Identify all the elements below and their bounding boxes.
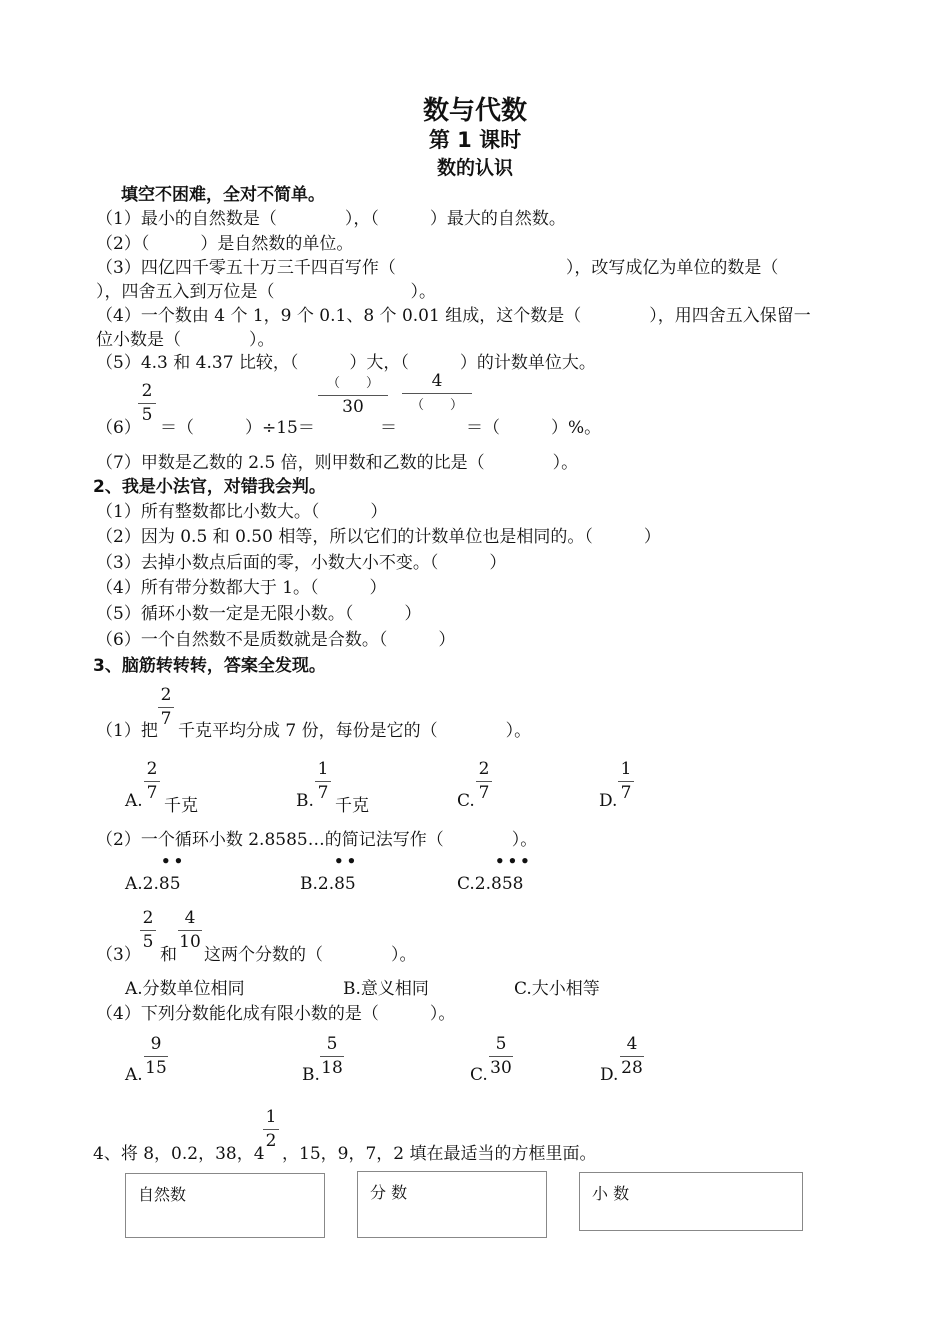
denominator: 18 xyxy=(321,1058,343,1078)
s3-q2: （2）一个循环小数 2.8585…的简记法写作（ ）。 xyxy=(96,830,538,850)
s1-q2: （2）（ ）是自然数的单位。 xyxy=(96,234,354,254)
natural-number-box[interactable] xyxy=(125,1173,325,1238)
box-label: 自然数 xyxy=(138,1185,187,1204)
fraction-bar xyxy=(158,707,174,708)
denominator: （ ） xyxy=(410,398,463,413)
fraction-box[interactable] xyxy=(357,1171,547,1238)
numerator: 5 xyxy=(326,1034,338,1054)
denominator: 7 xyxy=(620,783,632,803)
s2-item-1: （1）所有整数都比小数大。（ ） xyxy=(96,502,388,522)
s1-q3-line1: （3）四亿四千零五十万三千四百写作（ ），改写成亿为单位的数是（ xyxy=(96,258,779,278)
s4-prefix: 4、将 8，0.2，38，4 xyxy=(93,1144,265,1164)
denominator: 5 xyxy=(141,405,153,425)
s2-item-3: （3）去掉小数点后面的零，小数大小不变。（ ） xyxy=(96,553,507,573)
s1-q6-fraction-2 xyxy=(318,374,388,417)
fraction-bar xyxy=(620,1056,644,1057)
denominator: 15 xyxy=(145,1058,167,1078)
denominator: 7 xyxy=(478,783,490,803)
s3-q1-option-b-letter: B. xyxy=(296,791,314,811)
numerator: （ ） xyxy=(326,376,379,391)
numerator: 1 xyxy=(265,1107,277,1127)
s3-q4-option-c-letter: C. xyxy=(470,1065,488,1085)
denominator: 28 xyxy=(621,1058,643,1078)
s3-q4-option-d-letter: D. xyxy=(600,1065,619,1085)
fraction-bar xyxy=(144,781,160,782)
s3-q4-option-d-fraction xyxy=(620,1035,644,1078)
s3-q1-option-c-letter: C. xyxy=(457,791,475,811)
s1-q1: （1）最小的自然数是（ ），（ ）最大的自然数。 xyxy=(96,209,566,229)
numerator: 1 xyxy=(620,759,632,779)
s1-q7: （7）甲数是乙数的 2.5 倍，则甲数和乙数的比是（ ）。 xyxy=(96,453,579,473)
numerator: 2 xyxy=(141,381,153,401)
denominator: 2 xyxy=(265,1131,277,1151)
s3-q1-option-a-letter: A. xyxy=(125,791,143,811)
s3-q1-option-b-unit: 千克 xyxy=(335,796,369,816)
section-3-heading: 3、脑筋转转转，答案全发现。 xyxy=(93,656,326,676)
s3-q1-fraction xyxy=(158,686,174,729)
denominator: 10 xyxy=(179,932,201,952)
s3-q4-option-b-fraction xyxy=(320,1035,344,1078)
denominator: 5 xyxy=(142,932,154,952)
s2-item-6: （6）一个自然数不是质数就是合数。（ ） xyxy=(96,630,456,650)
s3-q2-option-c: C.2.858 xyxy=(457,874,524,894)
denominator: 30 xyxy=(342,397,364,417)
section-2-heading: 2、我是小法官，对错我会判。 xyxy=(93,477,326,497)
s3-q3-and: 和 xyxy=(160,945,177,965)
s3-q4-option-a-letter: A. xyxy=(125,1065,143,1085)
denominator: 30 xyxy=(490,1058,512,1078)
s3-q3-prefix: （3） xyxy=(96,945,141,965)
fraction-bar xyxy=(489,1056,513,1057)
fraction-bar xyxy=(144,1056,168,1057)
s3-q3-suffix: 这两个分数的（ ）。 xyxy=(204,945,417,965)
s3-q1-option-c-fraction xyxy=(476,760,492,803)
s3-q2-option-b: B.2.85 xyxy=(300,874,356,894)
s3-q1-suffix: 千克平均分成 7 份，每份是它的（ ）。 xyxy=(178,721,532,741)
s3-q1-option-d-fraction xyxy=(618,760,634,803)
lesson-title: 第 1 课时 xyxy=(428,128,522,152)
fraction-bar xyxy=(140,930,156,931)
numerator: 4 xyxy=(184,908,196,928)
numerator: 2 xyxy=(478,759,490,779)
s3-q2-option-a: A.2.85 xyxy=(125,874,181,894)
numerator: 2 xyxy=(142,908,154,928)
fraction-bar xyxy=(263,1129,279,1130)
numerator: 2 xyxy=(146,759,158,779)
s1-q6-label: （6） xyxy=(96,418,141,438)
s3-q3-fraction-1 xyxy=(140,909,156,952)
s3-q1-prefix: （1）把 xyxy=(96,721,158,741)
box-label: 小 数 xyxy=(592,1184,630,1203)
s2-item-4: （4）所有带分数都大于 1。（ ） xyxy=(96,578,387,598)
s1-q6-fraction-1 xyxy=(138,382,156,425)
numerator: 4 xyxy=(431,371,443,391)
fraction-bar xyxy=(618,781,634,782)
fraction-bar xyxy=(318,395,388,396)
s4-mixed-fraction xyxy=(263,1108,279,1151)
fraction-bar xyxy=(476,781,492,782)
numerator: 1 xyxy=(317,759,329,779)
s3-q1-option-d-letter: D. xyxy=(599,791,618,811)
repeating-dots: •• xyxy=(161,852,187,870)
s3-q1-option-b-fraction xyxy=(315,760,331,803)
s3-q3-fraction-2 xyxy=(178,909,202,952)
s1-q4-line1: （4）一个数由 4 个 1，9 个 0.1、8 个 0.01 组成，这个数是（ ），用四舍五入保留一 xyxy=(96,306,811,326)
numerator: 4 xyxy=(626,1034,638,1054)
box-label: 分 数 xyxy=(370,1183,408,1202)
s3-q4-option-b-letter: B. xyxy=(302,1065,320,1085)
s3-q3-option-b: B.意义相同 xyxy=(343,979,429,999)
fraction-bar xyxy=(138,403,156,404)
denominator: 7 xyxy=(317,783,329,803)
s3-q3-option-a: A.分数单位相同 xyxy=(125,979,245,999)
numerator: 5 xyxy=(495,1034,507,1054)
page-title: 数与代数 xyxy=(422,96,527,126)
s3-q1-option-a-unit: 千克 xyxy=(164,796,198,816)
s1-q6-end: ＝（ ）%。 xyxy=(466,418,602,438)
fraction-bar xyxy=(320,1056,344,1057)
s1-q6-equals: ＝ xyxy=(380,418,397,438)
repeating-dots: ••• xyxy=(495,852,533,870)
denominator: 7 xyxy=(146,783,158,803)
fraction-bar xyxy=(178,930,202,931)
decimal-box[interactable] xyxy=(579,1172,803,1231)
s3-q1-option-a-fraction xyxy=(144,760,160,803)
s1-q3-line2: ），四舍五入到万位是（ ）。 xyxy=(96,282,436,302)
s3-q4: （4）下列分数能化成有限小数的是（ ）。 xyxy=(96,1004,456,1024)
s1-q4-line2: 位小数是（ ）。 xyxy=(96,330,275,350)
s1-q6-middle: ＝（ ）÷15＝ xyxy=(160,418,315,438)
numerator: 9 xyxy=(150,1034,162,1054)
s2-item-5: （5）循环小数一定是无限小数。（ ） xyxy=(96,604,422,624)
numerator: 2 xyxy=(160,685,172,705)
topic-title: 数的认识 xyxy=(436,157,513,179)
fraction-bar xyxy=(402,393,472,394)
s1-q6-fraction-3 xyxy=(402,372,472,415)
s3-q4-option-a-fraction xyxy=(144,1035,168,1078)
denominator: 7 xyxy=(160,709,172,729)
s2-item-2: （2）因为 0.5 和 0.50 相等，所以它们的计数单位也是相同的。（ ） xyxy=(96,527,661,547)
fraction-bar xyxy=(315,781,331,782)
repeating-dots: •• xyxy=(334,852,360,870)
s1-q5: （5）4.3 和 4.37 比较，（ ）大，（ ）的计数单位大。 xyxy=(96,353,596,373)
s3-q4-option-c-fraction xyxy=(489,1035,513,1078)
s4-suffix: ，15，9，7，2 填在最适当的方框里面。 xyxy=(282,1144,597,1164)
s3-q3-option-c: C.大小相等 xyxy=(514,979,600,999)
section-1-heading: 填空不困难，全对不简单。 xyxy=(121,185,325,205)
